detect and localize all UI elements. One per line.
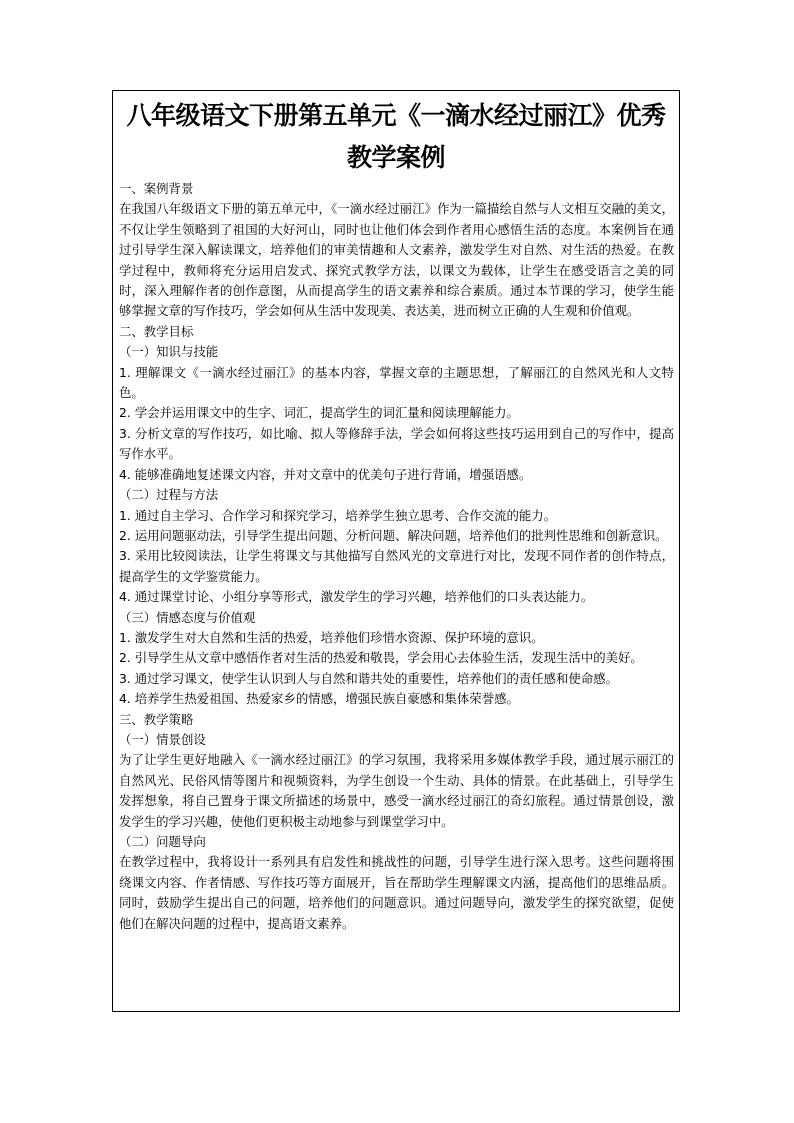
paragraph: 4. 能够准确地复述课文内容，并对文章中的优美句子进行背诵，增强语感。 [119, 466, 532, 482]
paragraph: 三、教学策略 [119, 711, 194, 727]
paragraph: （二）问题导向 [119, 834, 206, 849]
paragraph: 3. 分析文章的写作技巧，如比喻、拟人等修辞手法，学会如何将这些技巧运用到自己的写作中，提高写作水平。 [119, 425, 674, 462]
paragraph: （一）知识与技能 [119, 344, 219, 360]
paragraph: 2. 学会并运用课文中的生字、词汇，提高学生的词汇量和阅读理解能力。 [119, 405, 519, 421]
paragraph: 在我国八年级语文下册的第五单元中，《一滴水经过丽江》作为一篇描绘自然与人文相互交融的美文，不仅让学生领略到了祖国的大好河山，同时也让他们体会到作者用心感悟生活的态度。本案例旨在通过引导学生深入解读课文，培养他们的审美情趣和人文素养，激发学生对自然、对生活的热爱。在教学过程中，教师将充分运用启发式、探究式教学方法，以课文为载体，让学生在感受语言之美的同时，深入理解作者的创作意图，从而提高学生的语文素养和综合素质。通过本节课的学习，使学生能够掌握文章的写作技巧，学会如何从生活中发现美、表达美，进而树立正确的人生观和价值观。 [119, 201, 674, 319]
paragraph: 2. 引导学生从文章中感悟作者对生活的热爱和敬畏，学会用心去体验生活，发现生活中的美好。 [119, 650, 643, 666]
paragraph: 为了让学生更好地融入《一滴水经过丽江》的学习氛围，我将采用多媒体教学手段，通过展示丽江的自然风光、民俗风情等图片和视频资料，为学生创设一个生动、具体的情景。在此基础上，引导学生发挥想象，将自己置身于课文所描述的场景中，感受一滴水经过丽江的奇幻旅程。通过情景创设，激发学生的学习兴趣，使他们更积极主动地参与到课堂学习中。 [119, 752, 674, 829]
document-frame [112, 90, 680, 1012]
paragraph: 3. 采用比较阅读法，让学生将课文与其他描写自然风光的文章进行对比，发现不同作者的创作特点，提高学生的文学鉴赏能力。 [119, 548, 674, 584]
paragraph: 1. 理解课文《一滴水经过丽江》的基本内容，掌握文章的主题思想，了解丽江的自然风光和人文特色。 [119, 364, 674, 401]
paragraph: 二、教学目标 [119, 323, 194, 339]
paragraph: 2. 运用问题驱动法，引导学生提出问题、分析问题、解决问题，培养他们的批判性思维和创新意识。 [119, 527, 668, 543]
paragraph: 4. 培养学生热爱祖国、热爱家乡的情感，增强民族自豪感和集体荣誉感。 [119, 691, 519, 707]
paragraph: （二）过程与方法 [119, 487, 219, 503]
paragraph: 在教学过程中，我将设计一系列具有启发性和挑战性的问题，引导学生进行深入思考。这些问题将围绕课文内容、作者情感、写作技巧等方面展开，旨在帮助学生理解课文内涵，提高他们的思维品质。同时，鼓励学生提出自己的问题，培养他们的问题意识。通过问题导向，激发学生的探究欲望，促使他们在解决问题的过程中，提高语文素养。 [119, 854, 674, 931]
paragraph: 3. 通过学习课文，使学生认识到人与自然和谐共处的重要性，培养他们的责任感和使命感。 [119, 670, 618, 686]
paragraph: 4. 通过课堂讨论、小组分享等形式，激发学生的学习兴趣，培养他们的口头表达能力。 [119, 589, 594, 605]
document-title: 八年级语文下册第五单元《一滴水经过丽江》优秀教学案例 [126, 101, 666, 172]
document-body [113, 179, 679, 934]
paragraph: 一、案例背景 [119, 181, 194, 196]
paragraph: （一）情景创设 [119, 731, 206, 747]
paragraph: （三）情感态度与价值观 [119, 609, 256, 625]
paragraph: 1. 激发学生对大自然和生活的热爱，培养他们珍惜水资源、保护环境的意识。 [119, 629, 544, 645]
paragraph: 1. 通过自主学习、合作学习和探究学习，培养学生独立思考、合作交流的能力。 [119, 507, 557, 523]
